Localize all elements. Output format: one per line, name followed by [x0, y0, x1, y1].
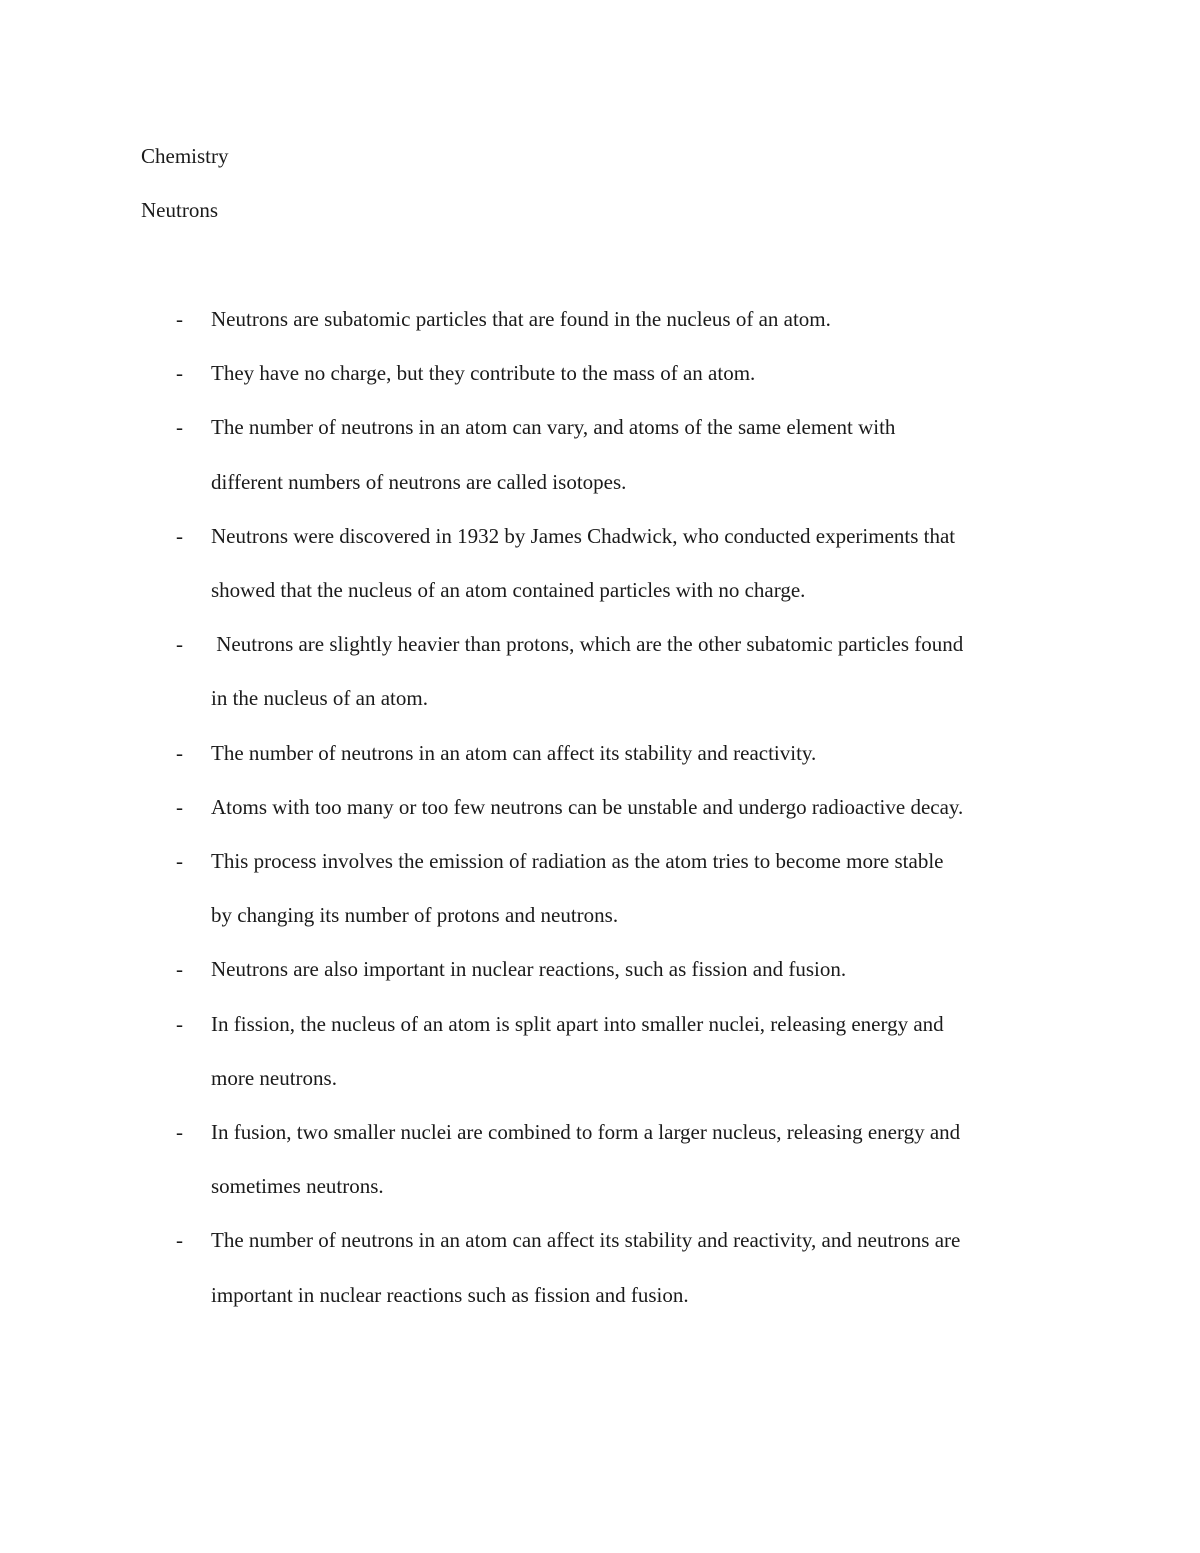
bullet-text-line: The number of neutrons in an atom can affect its stability and reactivity, and neutrons are — [211, 1228, 961, 1253]
bullet-marker: - — [176, 361, 183, 386]
bullet-text-line: In fusion, two smaller nuclei are combined to form a larger nucleus, releasing energy and — [211, 1120, 961, 1144]
bullet-marker: - — [176, 307, 183, 331]
bullet-text-line: The number of neutrons in an atom can affect its stability and reactivity. — [211, 740, 817, 765]
bullet-text-line: Neutrons were discovered in 1932 by James Chadwick, who conducted experiments that — [211, 523, 956, 548]
bullet-text-line: They have no charge, but they contribute to the mass of an atom. — [211, 361, 756, 386]
document-title: Chemistry — [141, 144, 229, 168]
bullet-text-line: in the nucleus of an atom. — [211, 686, 428, 711]
bullet-text-line: Neutrons are slightly heavier than protons, which are the other subatomic particles found — [211, 632, 964, 657]
bullet-marker: - — [176, 849, 183, 873]
bullet-marker: - — [176, 1120, 183, 1144]
bullet-text-line: important in nuclear reactions such as fission and fusion. — [211, 1282, 689, 1307]
bullet-text-line: different numbers of neutrons are called isotopes. — [211, 469, 627, 494]
bullet-text-line: This process involves the emission of radiation as the atom tries to become more stable — [211, 849, 944, 873]
bullet-text-line: The number of neutrons in an atom can vary, and atoms of the same element with — [211, 415, 896, 440]
bullet-marker: - — [176, 957, 183, 982]
bullet-marker: - — [176, 1228, 183, 1253]
document-subtitle: Neutrons — [141, 198, 218, 222]
bullet-marker: - — [176, 415, 183, 440]
bullet-marker: - — [176, 794, 183, 819]
bullet-text-line: sometimes neutrons. — [211, 1174, 384, 1199]
bullet-marker: - — [176, 1011, 183, 1036]
bullet-text-line: showed that the nucleus of an atom contained particles with no charge. — [211, 578, 806, 602]
bullet-text-line: In fission, the nucleus of an atom is split apart into smaller nuclei, releasing energy and — [211, 1011, 944, 1036]
bullet-marker: - — [176, 740, 183, 765]
bullet-marker: - — [176, 632, 183, 657]
bullet-text-line: by changing its number of protons and neutrons. — [211, 903, 619, 928]
bullet-text-line: Atoms with too many or too few neutrons can be unstable and undergo radioactive decay. — [211, 794, 964, 819]
bullet-text-line: more neutrons. — [211, 1065, 337, 1090]
bullet-text-line: Neutrons are also important in nuclear reactions, such as fission and fusion. — [211, 957, 847, 982]
bullet-marker: - — [176, 523, 183, 548]
bullet-text-line: Neutrons are subatomic particles that are found in the nucleus of an atom. — [211, 307, 831, 331]
